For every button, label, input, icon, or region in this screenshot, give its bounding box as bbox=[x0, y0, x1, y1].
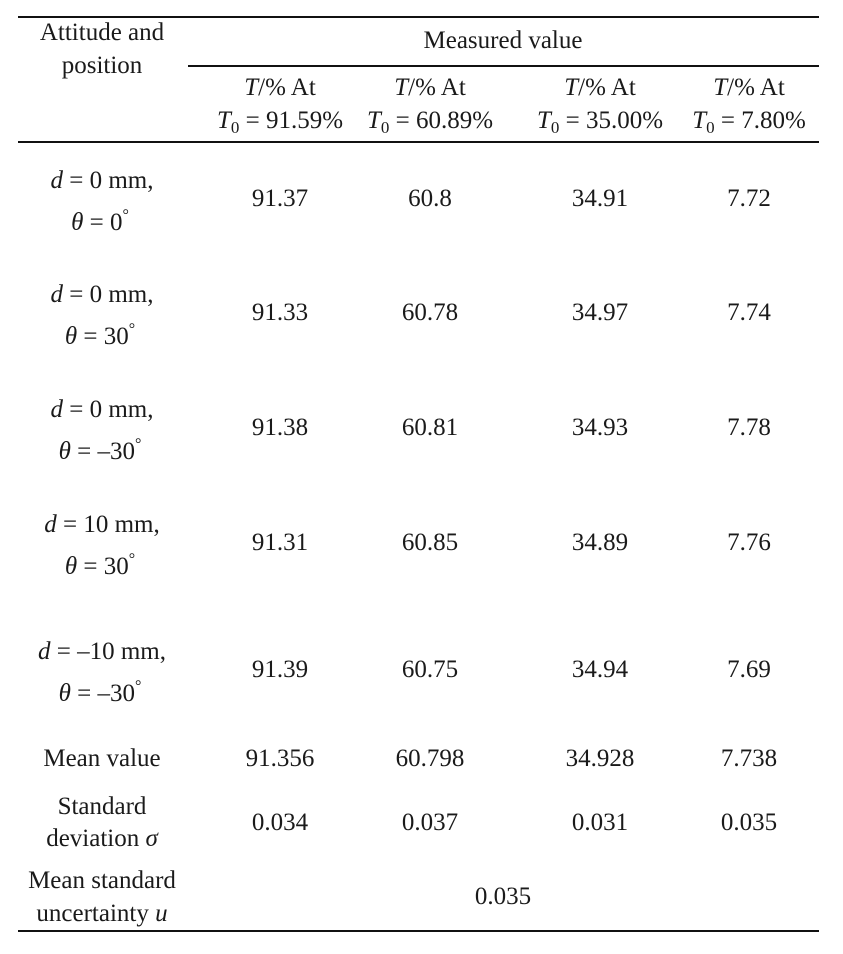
row-label-header-line2: position bbox=[61, 52, 143, 79]
row-label-attitude: θ = –30° bbox=[58, 436, 142, 465]
table-cell: 34.94 bbox=[571, 656, 629, 683]
row-label-position: d = –10 mm, bbox=[38, 638, 166, 665]
std-value-cell: 0.034 bbox=[251, 809, 309, 836]
column-header-t-label: T/% At bbox=[394, 74, 466, 101]
table-cell: 34.93 bbox=[571, 414, 629, 441]
group-rule bbox=[188, 65, 819, 67]
column-header-t0-value: $T_0 = 91.59\%$ bbox=[216, 107, 344, 137]
row-label-attitude: θ = 30° bbox=[64, 551, 136, 580]
table-cell: 7.74 bbox=[727, 299, 771, 326]
table-cell: 34.91 bbox=[571, 185, 629, 212]
table-cell: 91.33 bbox=[251, 299, 309, 326]
table-cell: 7.76 bbox=[727, 529, 771, 556]
std-label-line1: Standard bbox=[57, 793, 147, 820]
row-label-position: d = 0 mm, bbox=[50, 281, 154, 308]
mean-value-label: Mean value bbox=[43, 745, 161, 772]
mean-value-cell: 91.356 bbox=[245, 745, 315, 772]
table-cell: 60.8 bbox=[408, 185, 452, 212]
std-value-cell: 0.035 bbox=[720, 809, 778, 836]
msu-label-line1: Mean standard bbox=[28, 867, 176, 894]
table-cell: 7.69 bbox=[727, 656, 771, 683]
row-label-position: d = 0 mm, bbox=[50, 167, 154, 194]
table-cell: 7.72 bbox=[727, 185, 771, 212]
std-value-cell: 0.037 bbox=[401, 809, 459, 836]
row-label-attitude: θ = 30° bbox=[64, 321, 136, 350]
table-cell: 60.85 bbox=[401, 529, 459, 556]
table-cell: 60.81 bbox=[401, 414, 459, 441]
table-cell: 34.97 bbox=[571, 299, 629, 326]
table-cell: 91.39 bbox=[251, 656, 309, 683]
table-cell: 60.75 bbox=[401, 656, 459, 683]
column-header-t0-value: $T_0 = 35.00\%$ bbox=[536, 107, 664, 137]
mean-value-cell: 60.798 bbox=[395, 745, 465, 772]
table-cell: 91.37 bbox=[251, 185, 309, 212]
column-header-t-label: T/% At bbox=[244, 74, 316, 101]
column-header-t-label: T/% At bbox=[564, 74, 636, 101]
column-header-t0-value: $T_0 = 7.80\%$ bbox=[692, 107, 806, 137]
column-header-t-label: T/% At bbox=[713, 74, 785, 101]
std-value-cell: 0.031 bbox=[571, 809, 629, 836]
row-label-header-line1: Attitude and bbox=[39, 19, 165, 46]
table-cell: 91.38 bbox=[251, 414, 309, 441]
msu-value: 0.035 bbox=[474, 883, 532, 910]
row-label-attitude: θ = –30° bbox=[58, 678, 142, 707]
column-header-t0-value: $T_0 = 60.89\%$ bbox=[366, 107, 494, 137]
row-label-position: d = 0 mm, bbox=[50, 396, 154, 423]
row-label-position: d = 10 mm, bbox=[44, 511, 160, 538]
bottom-rule bbox=[18, 930, 819, 932]
table-cell: 91.31 bbox=[251, 529, 309, 556]
mean-value-cell: 7.738 bbox=[720, 745, 778, 772]
measured-value-header: Measured value bbox=[423, 27, 583, 54]
std-label-line2: deviation σ bbox=[46, 825, 158, 852]
mean-value-cell: 34.928 bbox=[565, 745, 635, 772]
table-cell: 60.78 bbox=[401, 299, 459, 326]
table-cell: 7.78 bbox=[727, 414, 771, 441]
row-label-attitude: θ = 0° bbox=[71, 207, 129, 236]
table-cell: 34.89 bbox=[571, 529, 629, 556]
msu-label-line2: uncertainty u bbox=[36, 900, 168, 927]
